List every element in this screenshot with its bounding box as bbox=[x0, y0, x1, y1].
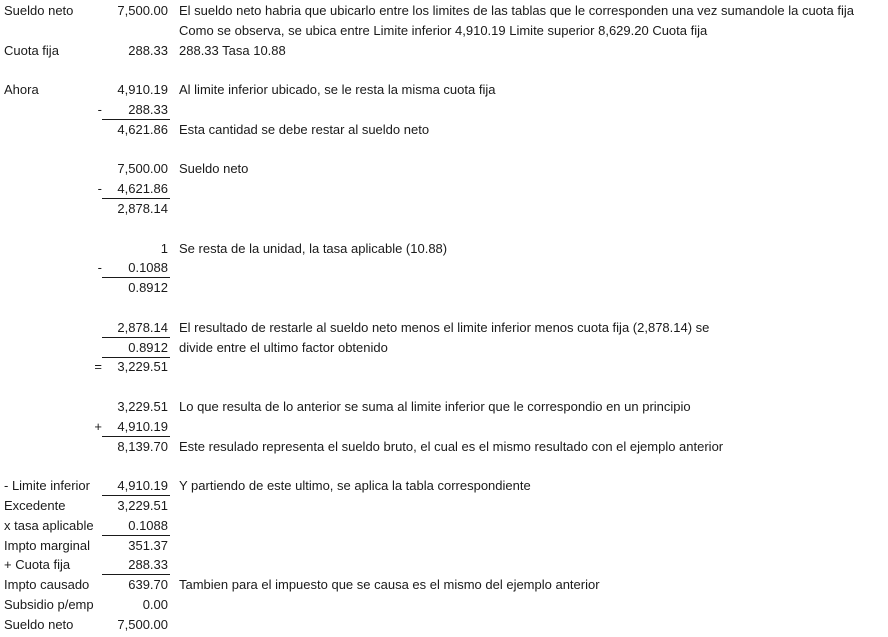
sheet-row bbox=[0, 1, 888, 21]
row-operator bbox=[86, 595, 102, 615]
row-operator: - bbox=[97, 102, 102, 117]
row-amount bbox=[102, 21, 170, 41]
row-amount: 4,621.86 bbox=[102, 179, 170, 199]
row-operator bbox=[86, 21, 102, 41]
sheet-row bbox=[0, 496, 888, 516]
row-label bbox=[4, 140, 98, 160]
row-operator bbox=[86, 437, 102, 457]
row-label bbox=[4, 377, 98, 397]
row-amount: 7,500.00 bbox=[117, 616, 168, 632]
row-label bbox=[4, 456, 98, 476]
row-label bbox=[4, 318, 98, 338]
row-label bbox=[4, 219, 98, 239]
row-amount: 0.8912 bbox=[102, 338, 170, 358]
row-amount: 4,910.19 bbox=[102, 476, 170, 496]
row-amount: 2,878.14 bbox=[102, 318, 170, 338]
row-label: + Cuota fija bbox=[4, 557, 71, 573]
sheet-row bbox=[0, 278, 888, 298]
row-label: Cuota fija bbox=[4, 42, 59, 58]
row-operator bbox=[86, 298, 102, 318]
sheet-row bbox=[0, 21, 888, 41]
row-label bbox=[4, 258, 98, 278]
row-label: Excedente bbox=[4, 498, 66, 513]
row-note: Se resta de la unidad, la tasa aplicable (10.88) bbox=[179, 240, 448, 256]
sheet-row bbox=[0, 298, 888, 318]
row-note: El resultado de restarle al sueldo neto menos el limite inferior menos cuota fija (2,878.14) se bbox=[179, 319, 710, 335]
row-label: Impto causado bbox=[4, 577, 90, 593]
row-label bbox=[4, 60, 98, 80]
row-label bbox=[4, 298, 98, 318]
row-amount: 0.1088 bbox=[102, 258, 170, 278]
row-operator bbox=[86, 219, 102, 239]
row-operator bbox=[86, 516, 102, 536]
row-operator bbox=[86, 397, 102, 417]
row-operator bbox=[86, 80, 102, 100]
row-note: Este resulado representa el sueldo bruto, el cual es el mismo resultado con el ejemplo anterior bbox=[179, 438, 724, 454]
row-amount bbox=[102, 456, 170, 476]
row-operator: = bbox=[94, 359, 102, 375]
row-amount: 0.1088 bbox=[102, 516, 170, 536]
row-label bbox=[4, 159, 98, 179]
row-amount: 4,910.19 bbox=[102, 417, 170, 437]
row-amount: 288.33 bbox=[128, 42, 168, 58]
row-operator bbox=[86, 239, 102, 259]
row-amount bbox=[102, 377, 170, 397]
row-note: Y partiendo de este ultimo, se aplica la tabla correspondiente bbox=[179, 478, 531, 494]
row-amount: 288.33 bbox=[102, 100, 170, 120]
row-label: x tasa aplicable bbox=[4, 517, 94, 533]
sheet-row bbox=[0, 476, 888, 496]
row-label bbox=[4, 100, 98, 120]
sheet-row bbox=[0, 516, 888, 536]
row-amount: 3,229.51 bbox=[117, 359, 168, 375]
row-operator bbox=[86, 41, 102, 61]
sheet-row bbox=[0, 615, 888, 635]
row-note: Esta cantidad se debe restar al sueldo neto bbox=[179, 121, 430, 137]
row-amount bbox=[102, 219, 170, 239]
row-operator bbox=[86, 1, 102, 21]
row-operator bbox=[86, 159, 102, 179]
row-operator: + bbox=[94, 418, 102, 434]
row-amount: 288.33 bbox=[102, 555, 170, 575]
row-label bbox=[4, 239, 98, 259]
row-operator bbox=[86, 615, 102, 635]
row-note: Tambien para el impuesto que se causa es el mismo del ejemplo anterior bbox=[179, 577, 600, 593]
sheet-row bbox=[0, 258, 888, 278]
sheet-row bbox=[0, 179, 888, 199]
row-operator bbox=[86, 120, 102, 140]
row-label bbox=[4, 179, 98, 199]
sheet-row bbox=[0, 120, 888, 140]
row-label: Sueldo neto bbox=[4, 3, 74, 18]
row-operator bbox=[86, 140, 102, 160]
row-label: Impto marginal bbox=[4, 537, 90, 553]
row-note: Al limite inferior ubicado, se le resta la misma cuota fija bbox=[179, 82, 496, 98]
sheet-row bbox=[0, 41, 888, 61]
row-operator bbox=[86, 278, 102, 298]
row-amount: 8,139.70 bbox=[117, 438, 168, 454]
sheet-row bbox=[0, 140, 888, 160]
sheet-row bbox=[0, 456, 888, 476]
row-note: divide entre el ultimo factor obtenido bbox=[179, 339, 388, 355]
row-operator bbox=[86, 199, 102, 219]
sheet-row bbox=[0, 357, 888, 377]
sheet-row bbox=[0, 318, 888, 338]
row-label bbox=[4, 397, 98, 417]
sheet-row bbox=[0, 555, 888, 575]
row-label bbox=[4, 357, 98, 377]
sheet-row bbox=[0, 60, 888, 80]
row-note: Como se observa, se ubica entre Limite inferior 4,910.19 Limite superior 8,629.20 Cuota fija bbox=[179, 22, 708, 38]
sheet-row bbox=[0, 239, 888, 259]
row-label bbox=[4, 437, 98, 457]
row-label bbox=[4, 21, 98, 41]
sheet-row bbox=[0, 80, 888, 100]
row-label: Ahora bbox=[4, 82, 39, 98]
row-note: Sueldo neto bbox=[179, 161, 249, 177]
row-operator bbox=[86, 555, 102, 575]
sheet-row bbox=[0, 377, 888, 397]
sheet-row bbox=[0, 437, 888, 457]
row-operator: - bbox=[97, 260, 102, 276]
row-amount bbox=[102, 298, 170, 318]
row-operator bbox=[86, 377, 102, 397]
row-amount: 7,500.00 bbox=[117, 3, 168, 18]
row-operator bbox=[86, 456, 102, 476]
row-label bbox=[4, 199, 98, 219]
row-amount: 4,910.19 bbox=[117, 82, 168, 98]
row-operator bbox=[86, 476, 102, 496]
row-label: Sueldo neto bbox=[4, 616, 74, 632]
row-label: - Limite inferior bbox=[4, 478, 90, 494]
row-operator bbox=[86, 575, 102, 595]
row-amount: 1 bbox=[160, 240, 168, 256]
row-amount: 7,500.00 bbox=[117, 161, 168, 177]
sheet-row bbox=[0, 159, 888, 179]
sheet-row bbox=[0, 219, 888, 239]
row-amount bbox=[102, 140, 170, 160]
row-amount: 639.70 bbox=[128, 577, 168, 593]
sheet-row bbox=[0, 338, 888, 358]
sheet-row bbox=[0, 199, 888, 219]
row-amount: 4,621.86 bbox=[117, 121, 168, 137]
row-operator bbox=[86, 496, 102, 516]
row-amount: 3,229.51 bbox=[117, 498, 168, 513]
row-amount: 0.8912 bbox=[128, 280, 168, 296]
row-operator bbox=[86, 338, 102, 358]
row-operator bbox=[86, 60, 102, 80]
row-operator bbox=[86, 536, 102, 556]
row-label: Subsidio p/emp bbox=[4, 597, 94, 612]
row-note: 288.33 Tasa 10.88 bbox=[179, 42, 286, 58]
row-amount: 2,878.14 bbox=[117, 201, 168, 216]
row-operator bbox=[86, 318, 102, 338]
row-label bbox=[4, 338, 98, 358]
sheet-row bbox=[0, 100, 888, 120]
sheet-row bbox=[0, 595, 888, 615]
row-operator: - bbox=[97, 181, 102, 197]
sheet-row bbox=[0, 417, 888, 437]
row-amount: 0.00 bbox=[142, 597, 168, 612]
sheet-row bbox=[0, 536, 888, 556]
row-label bbox=[4, 417, 98, 437]
row-amount: 351.37 bbox=[128, 537, 168, 553]
row-note: Lo que resulta de lo anterior se suma al limite inferior que le correspondio en un principio bbox=[179, 399, 691, 414]
row-label bbox=[4, 278, 98, 298]
sheet-row bbox=[0, 575, 888, 595]
row-label bbox=[4, 120, 98, 140]
sheet-row bbox=[0, 397, 888, 417]
row-note: El sueldo neto habria que ubicarlo entre los limites de las tablas que le corresponden una vez sumandole la cuota fija bbox=[179, 3, 854, 18]
row-amount bbox=[102, 60, 170, 80]
row-amount: 3,229.51 bbox=[117, 399, 168, 414]
